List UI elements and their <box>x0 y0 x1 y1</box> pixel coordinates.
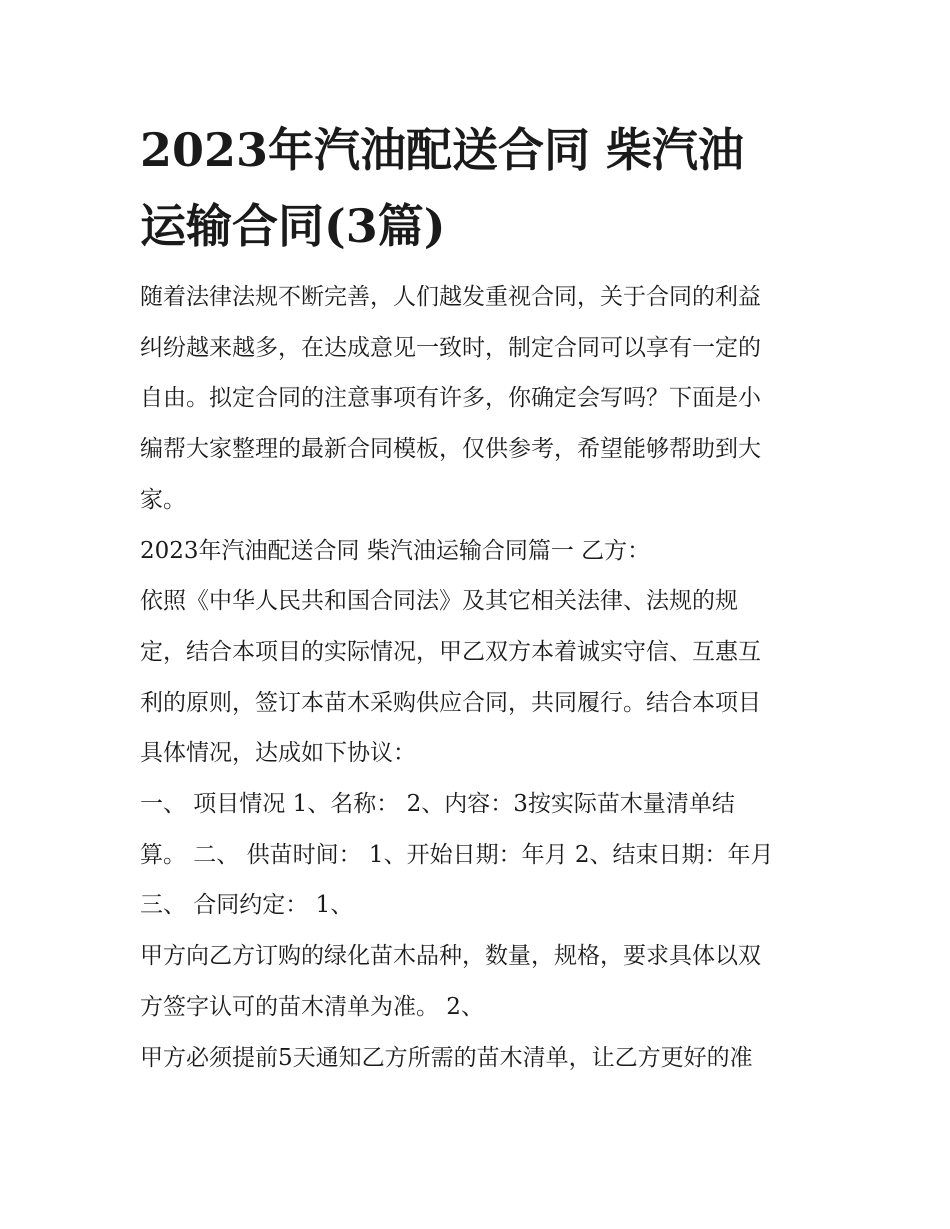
body-line: 随着法律法规不断完善，人们越发重视合同，关于合同的利益 <box>140 284 761 310</box>
body-line: 具体情况，达成如下协议： <box>140 740 416 767</box>
document-page <box>140 112 820 1083</box>
body-line: 自由。拟定合同的注意事项有许多，你确定会写吗？下面是小 <box>140 385 761 412</box>
body-line: 家。 <box>140 486 186 513</box>
body-line: 算。 二、 供苗时间： 1、开始日期：年月 2、结束日期：年月 <box>140 841 774 868</box>
body-line: 依照《中华人民共和国合同法》及其它相关法律、法规的规 <box>140 588 738 615</box>
body-line: 一、 项目情况 1、名称： 2、内容：3按实际苗木量清单结 <box>140 791 735 818</box>
title-line-1: 2023年汽油配送合同 柴汽油 <box>140 123 745 177</box>
body-line: 2023年汽油配送合同 柴汽油运输合同篇一 乙方： <box>140 537 651 564</box>
body-line: 利的原则，签订本苗木采购供应合同，共同履行。结合本项目 <box>140 689 761 716</box>
body-line: 纠纷越来越多，在达成意见一致时，制定合同可以享有一定的 <box>140 334 761 361</box>
document-title <box>140 112 820 264</box>
body-line: 方签字认可的苗木清单为准。 2、 <box>140 993 484 1020</box>
document-body <box>140 272 820 1083</box>
body-line: 定，结合本项目的实际情况，甲乙双方本着诚实守信、互惠互 <box>140 638 761 665</box>
title-line-2: 运输合同(3篇) <box>140 199 446 253</box>
body-line: 三、 合同约定： 1、 <box>140 892 354 919</box>
body-line: 甲方必须提前5天通知乙方所需的苗木清单，让乙方更好的准 <box>140 1044 753 1071</box>
body-line: 编帮大家整理的最新合同模板，仅供参考，希望能够帮助到大 <box>140 436 761 463</box>
body-line: 甲方向乙方订购的绿化苗木品种，数量，规格，要求具体以双 <box>140 943 761 970</box>
